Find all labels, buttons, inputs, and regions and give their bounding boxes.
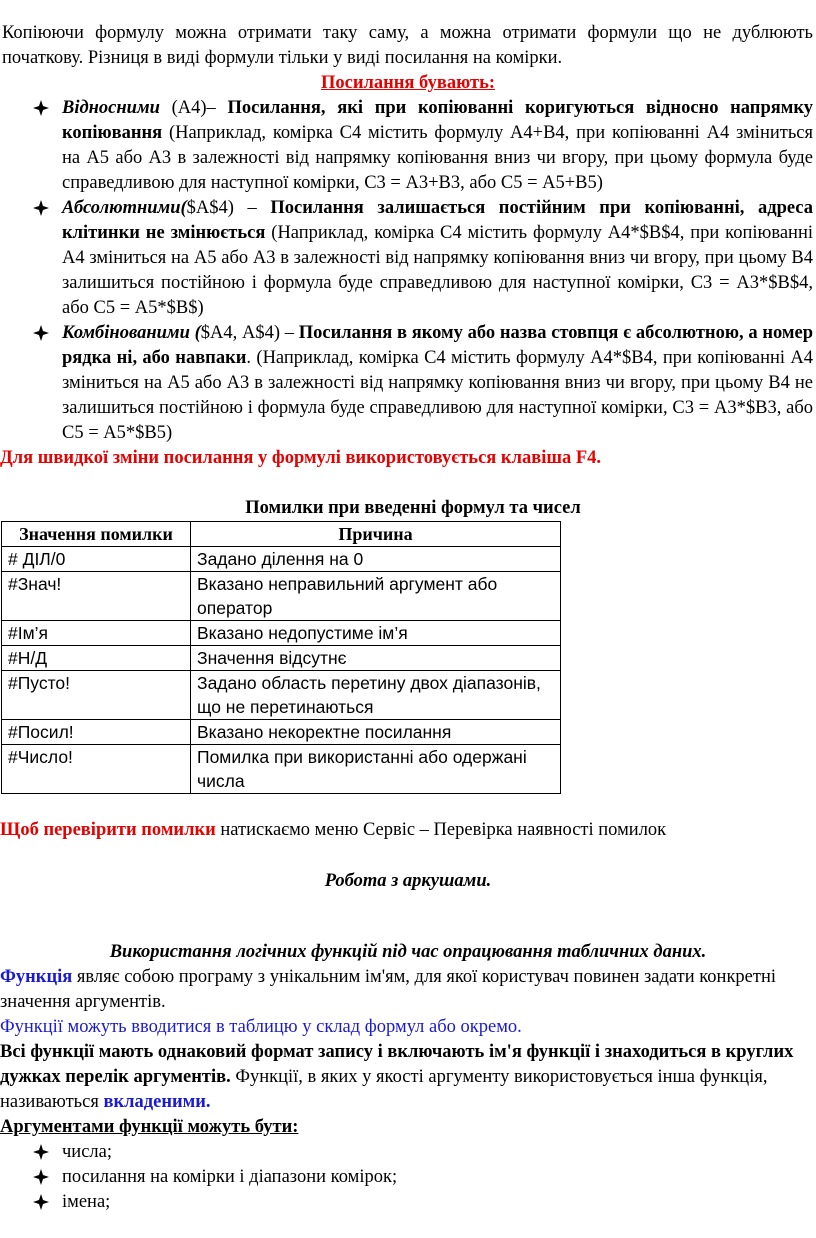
ref-term: Комбінованими (	[62, 323, 201, 343]
table-row	[2, 547, 561, 572]
error-code: # ДІЛ/0	[2, 547, 191, 572]
table-row	[2, 671, 561, 720]
ref-definition: Посилання, які при копіюванні коригуються відносно напрямку копіювання	[62, 98, 813, 143]
diamond-bullet-icon	[33, 200, 49, 216]
table-row	[2, 745, 561, 794]
refs-heading: Посилання бувають:	[320, 73, 496, 93]
error-reason: Значення відсутнє	[191, 646, 561, 671]
list-item	[0, 1190, 816, 1215]
errors-title: Помилки при введенні формул та чисел	[245, 498, 581, 518]
error-code: #Ім’я	[2, 621, 191, 646]
args-list	[0, 1140, 816, 1215]
ref-definition: Посилання в якому або назва стовпця є абсолютною, а номер рядка ні, або навпаки	[62, 323, 813, 368]
error-code: #Н/Д	[2, 646, 191, 671]
table-row	[2, 720, 561, 745]
ref-notation: (А4)–	[159, 98, 228, 118]
diamond-bullet-icon	[33, 1169, 49, 1185]
table-header-row	[2, 522, 561, 547]
ref-notation: $А4, А$4) –	[200, 323, 299, 343]
table-row	[2, 572, 561, 621]
error-code: #Число!	[2, 745, 191, 794]
function-usage: Функції можуть вводитися в таблицю у склад формул або окремо.	[0, 1017, 522, 1037]
refs-list	[0, 96, 816, 446]
ref-definition: Посилання залишається постійним при копіюванні, адреса клітинки не змінюється	[62, 198, 813, 243]
nested-term: вкладеними.	[103, 1092, 211, 1112]
ref-term: Відносними	[62, 98, 160, 118]
error-code: #Посил!	[2, 720, 191, 745]
check-errors-text: натискаємо меню Сервіс – Перевірка наявності помилок	[215, 820, 667, 840]
ref-notation: $А$4) –	[186, 198, 271, 218]
list-item	[0, 196, 816, 321]
function-definition	[0, 965, 816, 1015]
diamond-bullet-icon	[33, 325, 49, 341]
error-reason: Вказано недопустиме ім’я	[191, 621, 561, 646]
diamond-bullet-icon	[33, 1144, 49, 1160]
f4-note: Для швидкої зміни посилання у формулі використовується клавіша F4.	[0, 448, 601, 468]
ref-example: . (Наприклад, комірка С4 містить формулу А4*$В4, при копіюванні А4 зміниться на А5 або А3 в залежності від напрямку копіювання вниз чи вгору, при цьому В4 не залишиться постійною і формула буде справедливою для наступної комірки, С3 = А3*$В3, або С5 = А5*$В5)	[62, 348, 814, 443]
check-errors-paragraph	[0, 818, 816, 843]
error-reason: Задано ділення на 0	[191, 547, 561, 572]
format-note-bold: Всі функції мають однаковий формат запису і включають ім'я функції і знаходиться в круглих дужках перелік аргументів.	[0, 1042, 794, 1087]
logic-heading: Використання логічних функцій під час опрацювання табличних даних.	[109, 942, 707, 962]
format-note-text: Функції, в яких у якості аргументу використовується інша функція, називаються	[0, 1067, 768, 1112]
table-header-cell: Значення помилки	[2, 522, 191, 547]
check-errors-highlight: Щоб перевірити помилки	[0, 820, 216, 840]
list-item	[0, 321, 816, 446]
diamond-bullet-icon	[33, 100, 49, 116]
arg-text: числа;	[62, 1142, 112, 1162]
error-code: #Пусто!	[2, 671, 191, 720]
ref-example: (Наприклад, комірка С4 містить формулу А4+В4, при копіюванні А4 зміниться на А5 або А3 в залежності від напрямку копіювання вниз чи вгору, при цьому формула буде справедливою для наступної комірки, С3 = А3+В3, або С5 = А5+В5)	[62, 123, 813, 193]
ref-example: (Наприклад, комірка С4 містить формулу А4*$В$4, при копіюванні А4 зміниться на А5 або А3 в залежності від напрямку копіювання вниз чи вгору, при цьому В4 залишиться постійною і формула буде справедливою для наступної комірки, С3 = А3*$В$4, або С5 = А5*$В$)	[62, 223, 813, 318]
document-page	[0, 21, 816, 1215]
arg-text: посилання на комірки і діапазони комірок;	[62, 1167, 398, 1187]
error-reason: Помилка при використанні або одержані числа	[191, 745, 561, 794]
sheets-heading: Робота з аркушами.	[324, 871, 492, 891]
intro-paragraph: Копіюючи формулу можна отримати таку саму, а можна отримати формули що не дублюють початкову. Різниця в виді формули тільки у виді посилання на комірки.	[2, 23, 813, 68]
format-note	[0, 1040, 816, 1115]
ref-term: Абсолютними(	[62, 198, 187, 218]
list-item	[0, 1140, 816, 1165]
function-term: Функція	[0, 967, 73, 987]
list-item	[0, 96, 816, 196]
arg-text: імена;	[62, 1192, 111, 1212]
args-heading: Аргументами функції можуть бути:	[0, 1117, 299, 1137]
errors-table	[1, 521, 561, 794]
diamond-bullet-icon	[33, 1194, 49, 1210]
error-reason: Вказано некоректне посилання	[191, 720, 561, 745]
list-item	[0, 1165, 816, 1190]
error-reason: Вказано неправильний аргумент або оператор	[191, 572, 561, 621]
table-row	[2, 646, 561, 671]
table-row	[2, 621, 561, 646]
function-definition-text: являє собою програму з унікальним ім'ям, для якої користувач повинен задати конкретні значення аргументів.	[0, 967, 777, 1012]
error-reason: Задано область перетину двох діапазонів, що не перетинаються	[191, 671, 561, 720]
table-header-cell: Причина	[191, 522, 561, 547]
error-code: #Знач!	[2, 572, 191, 621]
